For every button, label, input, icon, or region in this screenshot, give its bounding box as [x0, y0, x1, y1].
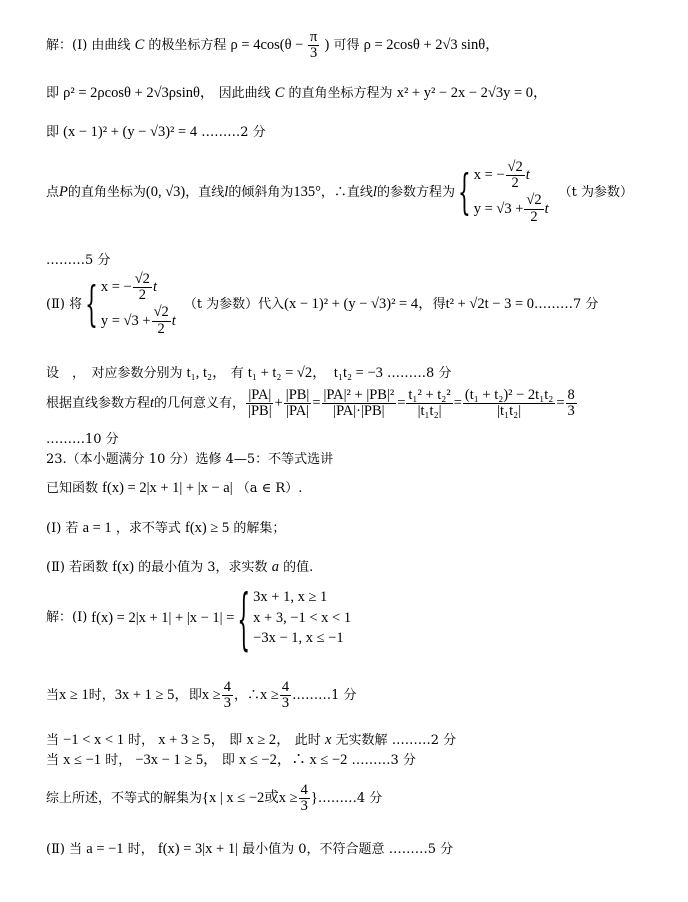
fraction	[222, 680, 233, 711]
denominator: |t₁t₂|	[417, 403, 442, 420]
brace-icon: {	[85, 275, 98, 334]
solution-line-4	[46, 160, 633, 225]
text: 根据直线参数方程	[46, 396, 151, 412]
math: {x | x ≤ −2或x ≥	[202, 790, 298, 807]
math: f(x)	[112, 559, 135, 575]
text: 即	[229, 733, 243, 748]
text: 即	[188, 688, 202, 704]
text: 当	[46, 733, 60, 748]
text: 此时	[294, 733, 321, 748]
fraction	[299, 783, 310, 814]
text: ，∴	[234, 688, 261, 704]
denominator: 2	[511, 175, 519, 192]
text: 时，	[128, 733, 155, 748]
text: 最小值为 0，不符合题意	[242, 842, 385, 857]
numerator: 4	[281, 679, 290, 695]
numerator: π	[309, 29, 318, 45]
math: t² + √2t − 3 = 0	[445, 296, 535, 313]
solution-case-1	[46, 680, 357, 711]
math: x ≥ 2，	[246, 732, 291, 748]
math: f(x) = 2|x + 1| + |x − a|	[102, 480, 233, 496]
text: 的直角坐标为	[67, 184, 146, 200]
solution-line-7	[46, 366, 451, 381]
fraction	[308, 30, 319, 61]
fraction	[280, 680, 291, 711]
math: C	[134, 37, 145, 54]
denominator: |PA|	[286, 403, 310, 420]
brace-icon: {	[237, 578, 251, 658]
math: x ≤ −2，∴ x ≤ −2	[238, 752, 348, 768]
denominator: 3	[567, 403, 575, 420]
text: 的直角坐标方程为	[288, 86, 393, 101]
solution-line-1	[46, 30, 500, 61]
text: （t 为参数）	[558, 184, 633, 200]
piecewise-case: 3x + 1, x ≥ 1	[253, 589, 328, 605]
math: f(x) ≥ 5	[184, 520, 230, 536]
text: 已知函数	[46, 481, 99, 496]
text: 可得	[333, 38, 360, 54]
math: (0, √3)	[145, 184, 186, 201]
text: 时，	[88, 688, 115, 704]
math: ρ² = 2ρcosθ + 2√3ρsinθ，	[63, 85, 215, 101]
math: −3x − 1 ≥ 5，	[135, 752, 218, 768]
text: 的参数方程为	[376, 184, 455, 200]
math: −1 < x < 1	[63, 732, 124, 748]
math: f(x) = 3|x + 1|	[157, 841, 239, 857]
math: x	[324, 732, 332, 748]
math: x = −	[100, 279, 132, 296]
numerator: |PB|	[285, 387, 310, 403]
text: 的解集；	[233, 521, 286, 536]
text: 得	[432, 296, 446, 312]
fraction	[406, 388, 452, 419]
score-marker: ………8 分	[387, 366, 452, 381]
fraction	[322, 388, 397, 419]
solution-line-5	[46, 254, 110, 267]
math: (x − 1)² + (y − √3)² = 4	[63, 124, 198, 140]
math: )	[324, 37, 330, 54]
math: t	[171, 312, 176, 329]
math: a = 1	[82, 520, 112, 536]
math: a = −1	[86, 841, 124, 857]
text: (Ⅱ) 若函数	[46, 560, 109, 575]
parametric-system	[455, 160, 549, 225]
text: 的倾斜角为	[228, 184, 294, 200]
numerator: |PA|	[248, 387, 272, 403]
numerator: t₁² + t₂²	[408, 387, 451, 403]
numerator: √2	[526, 192, 542, 209]
fraction	[566, 388, 577, 419]
numerator: √2	[134, 271, 150, 287]
math: t	[150, 395, 155, 412]
question-part-2	[46, 560, 313, 575]
solution-line-8	[46, 388, 578, 419]
score-marker: ………3 分	[351, 753, 416, 768]
denominator: 2	[157, 320, 165, 337]
math: a	[271, 559, 279, 575]
solution-line-3	[46, 125, 266, 140]
math: x + 3 ≥ 5，	[158, 732, 226, 748]
score-marker: ………2 分	[201, 125, 266, 140]
text: 解：(Ⅰ)	[46, 610, 88, 626]
fraction	[246, 388, 274, 419]
fraction	[506, 160, 525, 191]
text: 即	[46, 125, 60, 140]
text: (Ⅱ) 当	[46, 842, 83, 857]
solution-line-6	[46, 272, 598, 337]
text: （a ∈ R）.	[236, 481, 303, 496]
denominator: 3	[281, 695, 290, 712]
parametric-system	[82, 272, 176, 337]
score-marker: ………1 分	[292, 688, 357, 704]
text: 的值.	[283, 560, 314, 575]
fraction	[524, 193, 543, 224]
math: 3x + 1 ≥ 5，	[114, 687, 189, 704]
piecewise-case: x + 3, −1 < x < 1	[253, 609, 352, 626]
numerator: (t₁ + t₂)² − 2t₁t₂	[464, 387, 554, 403]
text: 因此曲线	[218, 86, 271, 101]
score-marker: ………7 分	[534, 296, 599, 312]
text: 设 ， 对应参数分别为	[46, 366, 183, 381]
math: =	[312, 395, 321, 412]
text: 即	[46, 86, 60, 101]
solution-summary	[46, 783, 382, 814]
denominator: 3	[310, 45, 318, 62]
piecewise-case: −3x − 1, x ≤ −1	[253, 630, 344, 646]
text: 解：(Ⅰ) 由曲线	[46, 38, 131, 54]
fraction	[284, 388, 312, 419]
math: y = √3 +	[100, 312, 151, 329]
solution-case-3	[46, 753, 416, 768]
math: =	[397, 395, 406, 412]
numerator: 4	[223, 679, 231, 695]
math: x = −	[473, 167, 505, 184]
solution-line-9	[46, 433, 119, 446]
solution-piecewise	[46, 578, 352, 658]
math: x ≥ 1	[59, 687, 89, 704]
numerator: √2	[507, 159, 523, 175]
text: 即	[221, 753, 235, 768]
score-marker: ………5 分	[46, 253, 111, 268]
math: x² + y² − 2x − 2√3y = 0，	[396, 85, 548, 101]
denominator: 3	[223, 695, 231, 712]
math: l	[224, 184, 229, 201]
denominator: |PA|·|PB|	[333, 403, 385, 420]
text: 23.（本小题满分 10 分）选修 4—5：不等式选讲	[46, 452, 334, 467]
math: ρ = 4cos(θ −	[230, 37, 307, 54]
text: ，求不等式	[115, 521, 181, 536]
score-marker: ………2 分	[391, 733, 457, 748]
math: f(x) = 2|x + 1| + |x − 1| =	[91, 609, 235, 626]
math: t₁, t₂，	[186, 365, 227, 381]
text: ，∴直线	[320, 184, 373, 200]
math: (x − 1)² + (y − √3)² = 4，	[284, 296, 433, 313]
text: 的几何意义有，	[154, 396, 246, 412]
text: 时，	[105, 753, 132, 768]
math: P	[59, 184, 68, 201]
numerator: |PA|² + |PB|²	[323, 387, 395, 403]
denominator: |t₁t₂|	[497, 403, 522, 420]
denominator: |PB|	[248, 403, 272, 420]
text: 时，	[127, 842, 154, 857]
text: ，直线	[185, 184, 225, 200]
text: 的最小值为 3，求实数	[138, 560, 268, 575]
piecewise-system	[234, 578, 352, 658]
solution-line-2	[46, 86, 548, 101]
denominator: 2	[530, 208, 538, 225]
score-marker: ………5 分	[388, 842, 454, 857]
math: l	[372, 184, 377, 201]
solution-part-2	[46, 842, 453, 857]
text: 无实数解	[335, 733, 388, 748]
text: (Ⅰ) 若	[46, 521, 79, 536]
fraction	[133, 272, 152, 303]
fraction	[152, 305, 171, 336]
text: 当	[46, 688, 60, 704]
math: }	[310, 790, 318, 807]
math: =	[556, 395, 565, 412]
math: y = √3 +	[473, 200, 524, 217]
numerator: 4	[300, 782, 308, 798]
denominator: 3	[300, 798, 308, 815]
text: （t 为参数）代入	[183, 296, 285, 312]
score-marker: ………10 分	[46, 432, 119, 447]
solution-case-2	[46, 733, 456, 748]
math: C	[274, 85, 285, 101]
text: 的极坐标方程	[148, 38, 227, 54]
math: t	[152, 279, 157, 296]
text: 有	[230, 366, 244, 381]
math: ρ = 2cosθ + 2√3 sinθ，	[363, 37, 500, 54]
math: +	[274, 395, 283, 412]
math: t	[525, 167, 530, 184]
math: t	[544, 200, 549, 217]
text: 综上所述，不等式的解集为	[46, 791, 203, 807]
question-statement	[46, 481, 302, 496]
numerator: 8	[567, 387, 575, 403]
math: x ≥	[260, 687, 279, 704]
text: 点	[46, 184, 60, 200]
math: x ≥	[201, 687, 221, 704]
math: x ≤ −1	[63, 752, 102, 768]
numerator: √2	[153, 304, 169, 321]
text: 当	[46, 753, 60, 768]
math: =	[453, 395, 462, 412]
math: t₁ + t₂ = √2， t₁t₂ = −3	[247, 365, 383, 381]
score-marker: ………4 分	[317, 791, 383, 807]
fraction	[463, 388, 555, 419]
brace-icon: {	[457, 163, 471, 222]
denominator: 2	[138, 287, 146, 304]
text: (Ⅱ) 将	[46, 296, 83, 312]
math: 135°	[293, 184, 321, 201]
question-header	[46, 453, 333, 466]
